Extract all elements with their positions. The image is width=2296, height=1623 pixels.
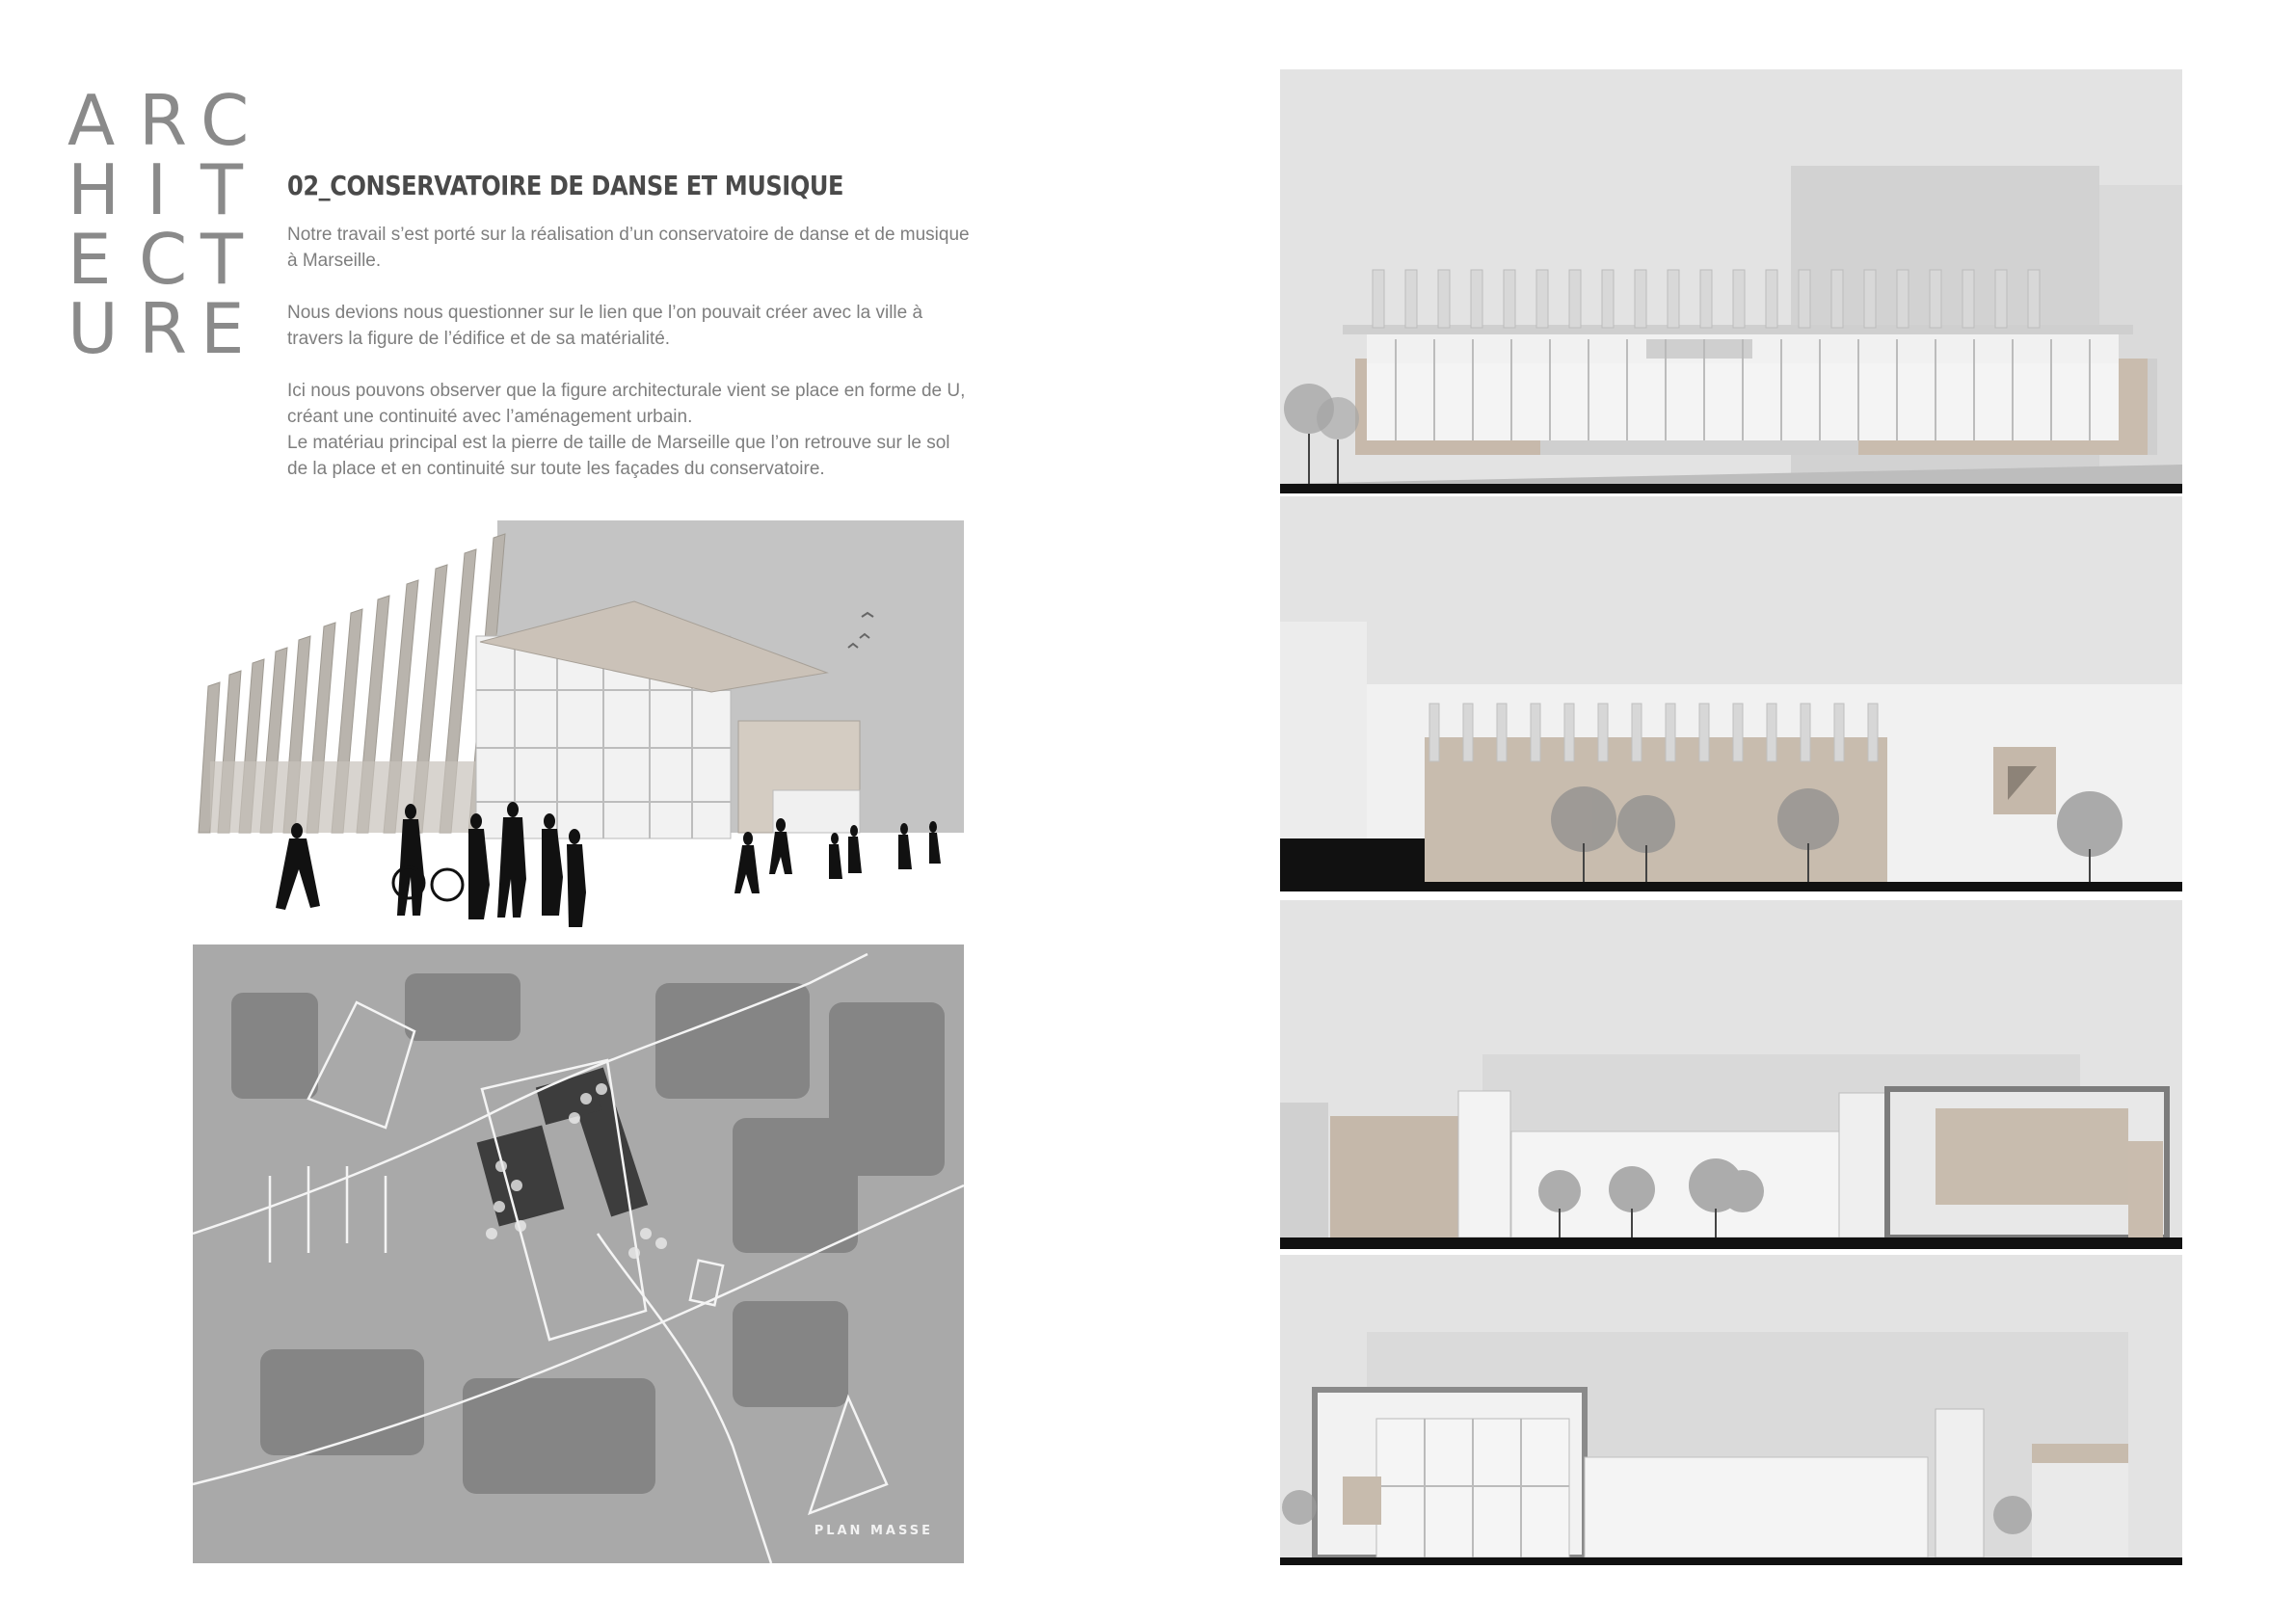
project-title: 02_CONSERVATOIRE DE DANSE ET MUSIQUE bbox=[287, 170, 844, 201]
description-paragraph: Le matériau principal est la pierre de taille de Marseille que l’on retrouve sur le sol de la place et en continuité sur toute les façades du conservatoire. bbox=[287, 433, 950, 479]
description-paragraph: Ici nous pouvons observer que la figure architecturale vient se place en forme de U, créant une continuité avec l’aménagement urbain. bbox=[287, 381, 966, 427]
logo-letter: C bbox=[139, 219, 188, 300]
logo-letter: H bbox=[67, 149, 120, 230]
description-paragraph: Nous devions nous questionner sur le lien que l’on pouvait créer avec la ville à travers la figure de l’édifice et de sa matérialité. bbox=[287, 303, 923, 349]
logo-letter: U bbox=[67, 288, 119, 369]
elevation-drawing-3 bbox=[1280, 900, 2182, 1249]
perspective-render bbox=[191, 520, 964, 935]
logo-letter: E bbox=[200, 288, 245, 369]
elevation-drawing-2 bbox=[1280, 496, 2182, 891]
logo-letter: E bbox=[67, 219, 112, 300]
logo-letter: C bbox=[200, 80, 250, 161]
plan-label: PLAN MASSE bbox=[814, 1524, 933, 1538]
project-description bbox=[287, 222, 972, 508]
logo-letter: R bbox=[139, 80, 188, 161]
description-paragraph: Notre travail s’est porté sur la réalisation d’un conservatoire de danse et de musique à Marseille. bbox=[287, 225, 970, 271]
architecture-logo bbox=[67, 80, 250, 369]
logo-letter: I bbox=[147, 149, 168, 230]
logo-letter: T bbox=[200, 149, 243, 230]
elevation-drawing-4 bbox=[1280, 1255, 2182, 1565]
elevation-drawing-1 bbox=[1280, 69, 2182, 493]
site-plan bbox=[193, 945, 964, 1563]
logo-letter: A bbox=[67, 80, 116, 161]
logo-letter: R bbox=[139, 288, 188, 369]
logo-letter: T bbox=[200, 219, 243, 300]
